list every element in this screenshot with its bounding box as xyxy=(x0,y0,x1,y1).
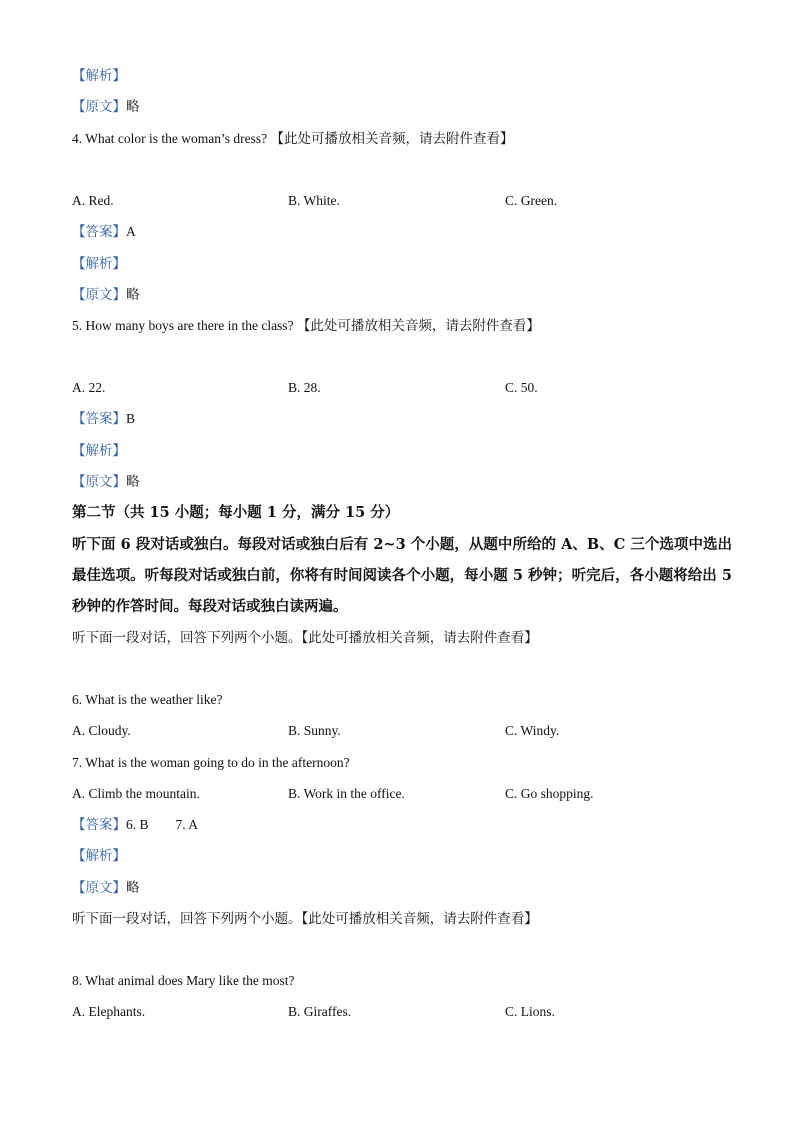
q7-option-b: B. Work in the office. xyxy=(288,786,405,801)
q5-option-c: C. 50. xyxy=(505,380,538,395)
q6-option-b: B. Sunny. xyxy=(288,723,341,738)
dialog-1-intro: 听下面一段对话，回答下列两个小题。【此处可播放相关音频，请去附件查看】 xyxy=(72,630,538,646)
q4-option-a: A. Red. xyxy=(72,193,114,208)
q8-option-b: B. Giraffes. xyxy=(288,1004,352,1019)
q8-option-a: A. Elephants. xyxy=(72,1004,146,1019)
q8-option-c: C. Lions. xyxy=(505,1004,555,1019)
q6-option-a: A. Cloudy. xyxy=(72,723,131,738)
analysis-label: 【解析】 xyxy=(72,68,126,84)
q4-answer: 【答案】A xyxy=(72,224,136,240)
q4-analysis: 【解析】 xyxy=(72,256,126,272)
q4-original: 【原文】略 xyxy=(72,287,140,303)
audio-note[interactable]: 【此处可播放相关音频，请去附件查看】 xyxy=(296,318,540,334)
q6-option-c: C. Windy. xyxy=(505,723,560,738)
dialog-1-analysis: 【解析】 xyxy=(72,848,126,864)
question-4: 4. What color is the woman’s dress? 【此处可播放相关音频，请去附件查看】 xyxy=(72,131,514,147)
audio-note[interactable]: 【此处可播放相关音频，请去附件查看】 xyxy=(301,911,538,927)
dialog-1-answer: 【答案】6. B 7. A xyxy=(72,817,199,833)
dialog-1-original: 【原文】略 xyxy=(72,880,140,896)
q4-option-b: B. White. xyxy=(288,193,340,208)
q5-option-b: B. 28. xyxy=(288,380,321,395)
original-text-row: 【原文】略 xyxy=(72,99,140,115)
q4-option-c: C. Green. xyxy=(505,193,558,208)
q5-option-a: A. 22. xyxy=(72,380,106,395)
audio-note[interactable]: 【此处可播放相关音频，请去附件查看】 xyxy=(270,131,514,147)
q5-answer: 【答案】B xyxy=(72,411,136,427)
section-instructions: 听下面 6 段对话或独白。每段对话或独白后有 2~3 个小题，从题中所给的 A、B、C 三个选项中选出最佳选项。听每段对话或独白前，你将有时间阅读各个小题，每小题 5 秒钟；听完后，各小题将给出 5 秒钟的作答时间。每段对话或独白读两遍。 xyxy=(72,536,732,615)
q5-original: 【原文】略 xyxy=(72,474,140,490)
question-5: 5. How many boys are there in the class? 【此处可播放相关音频，请去附件查看】 xyxy=(72,318,540,334)
section-title: 第二节（共 15 小题；每小题 1 分，满分 15 分） xyxy=(72,504,400,521)
question-7: 7. What is the woman going to do in the afternoon? xyxy=(72,755,350,770)
dialog-2-intro: 听下面一段对话，回答下列两个小题。【此处可播放相关音频，请去附件查看】 xyxy=(72,911,538,927)
q7-option-a: A. Climb the mountain. xyxy=(72,786,200,801)
q7-option-c: C. Go shopping. xyxy=(505,786,594,801)
audio-note[interactable]: 【此处可播放相关音频，请去附件查看】 xyxy=(301,630,538,646)
q5-analysis: 【解析】 xyxy=(72,443,126,459)
question-8: 8. What animal does Mary like the most? xyxy=(72,973,295,988)
question-6: 6. What is the weather like? xyxy=(72,692,223,707)
